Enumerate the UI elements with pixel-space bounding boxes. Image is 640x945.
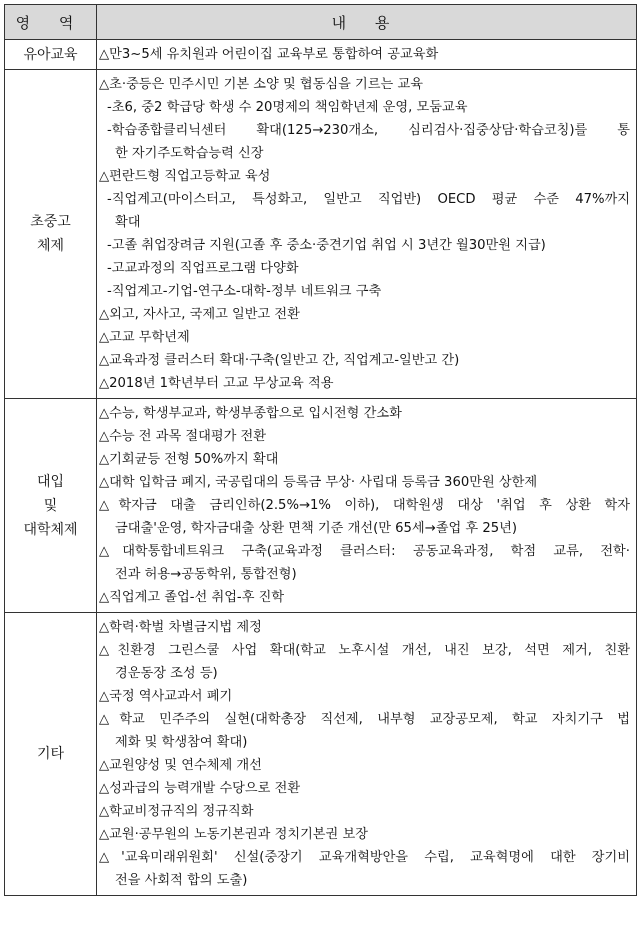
bullet-item: △고교 무학년제	[99, 330, 190, 345]
area-label: 초중고	[30, 214, 71, 230]
bullet-item: △교육과정 클러스터 확대·구축(일반고 간, 직업계고-일반고 간)	[99, 353, 460, 368]
bullet-item: △대학통합네트워크 구축(교육과정 클러스터: 공동교육과정, 학점 교류, 전학·	[99, 544, 630, 559]
table-body	[5, 40, 637, 896]
sub-item: -직업계고(마이스터고, 특성화고, 일반고 직업반) OECD 평균 수준 47%까지	[107, 192, 630, 207]
bullet-item: △초·중등은 민주시민 기본 소양 및 협동심을 기르는 교육	[99, 77, 423, 92]
item-continuation: 금대출'운영, 학자금대출 상환 면책 기준 개선(만 65세→졸업 후 25년)	[115, 521, 517, 536]
bullet-item: △2018년 1학년부터 고교 무상교육 적용	[99, 376, 334, 391]
content-cell	[97, 613, 637, 896]
area-label: 체제	[36, 238, 65, 254]
policy-table	[4, 4, 637, 896]
content-cell	[97, 70, 637, 399]
table-row	[5, 613, 637, 896]
bullet-item: △학교 민주주의 실현(대학총장 직선제, 내부형 교장공모제, 학교 자치기구 법	[99, 712, 630, 727]
area-label: 대학체제	[23, 521, 78, 538]
table-row	[5, 399, 637, 613]
bullet-item: △외고, 자사고, 국제고 일반고 전환	[99, 307, 300, 322]
area-label: 유아교육	[23, 46, 78, 63]
content-cell	[97, 40, 637, 70]
bullet-item: △대학 입학금 폐지, 국공립대의 등록금 무상· 사립대 등록금 360만원 상한제	[99, 475, 538, 490]
bullet-item: △교원양성 및 연수체제 개선	[99, 758, 262, 773]
sub-item: -초6, 중2 학급당 학생 수 20명제의 책임학년제 운영, 모둠교육	[107, 100, 468, 115]
item-continuation: 한 자기주도학습능력 신장	[115, 146, 264, 161]
sub-item: -직업계고-기업-연구소-대학-정부 네트워크 구축	[107, 284, 382, 299]
item-continuation: 확대	[115, 215, 141, 230]
area-cell	[5, 70, 97, 399]
item-continuation: 전을 사회적 합의 도출)	[115, 873, 248, 888]
bullet-item: △직업계고 졸업-선 취업-후 진학	[99, 590, 285, 605]
sub-item: -학습종합클리닉센터 확대(125→230개소, 심리검사·집중상담·학습코칭)를 통	[107, 123, 630, 138]
area-cell	[5, 40, 97, 70]
item-continuation: 제화 및 학생참여 확대)	[115, 735, 248, 750]
bullet-item: △성과급의 능력개발 수당으로 전환	[99, 781, 301, 796]
bullet-item: △'교육미래위원회' 신설(중장기 교육개혁방안을 수립, 교육혁명에 대한 장기비	[99, 850, 630, 865]
bullet-item: △친환경 그린스쿨 사업 확대(학교 노후시설 개선, 내진 보강, 석면 제거, 친환	[99, 643, 630, 658]
sub-item: -고교과정의 직업프로그램 다양화	[107, 261, 299, 276]
item-continuation: 전과 허용→공동학위, 통합전형)	[115, 567, 297, 582]
table-row	[5, 70, 637, 399]
content-cell	[97, 399, 637, 613]
bullet-item: △학자금 대출 금리인하(2.5%→1% 이하), 대학원생 대상 '취업 후 상환 학자	[99, 498, 630, 513]
bullet-item: △수능, 학생부교과, 학생부종합으로 입시전형 간소화	[99, 406, 402, 421]
area-label: 기타	[36, 746, 65, 762]
bullet-item: △학교비정규직의 정규직화	[99, 804, 254, 819]
area-label: 대입	[36, 473, 65, 490]
bullet-item: △교원·공무원의 노동기본권과 정치기본권 보장	[99, 827, 368, 842]
item-continuation: 경운동장 조성 등)	[115, 666, 218, 681]
area-cell	[5, 399, 97, 613]
header-row	[5, 5, 637, 40]
bullet-item: △편란드형 직업고등학교 육성	[99, 169, 271, 184]
area-label: 및	[43, 497, 58, 514]
header-area: 영 역	[5, 5, 97, 40]
bullet-item: △기회균등 전형 50%까지 확대	[99, 452, 279, 467]
sub-item: -고졸 취업장려금 지원(고졸 후 중소·중견기업 취업 시 3년간 월30만원 지급)	[107, 238, 546, 253]
table-row	[5, 40, 637, 70]
bullet-item: △수능 전 과목 절대평가 전환	[99, 429, 267, 444]
area-cell	[5, 613, 97, 896]
bullet-item: △학력·학벌 차별금지법 제정	[99, 620, 262, 635]
policy-document	[4, 4, 636, 896]
header-content: 내 용	[97, 5, 637, 40]
bullet-item: △국정 역사교과서 폐기	[99, 689, 233, 704]
bullet-item: △만3~5세 유치원과 어린이집 교육부로 통합하여 공교육화	[99, 47, 439, 62]
